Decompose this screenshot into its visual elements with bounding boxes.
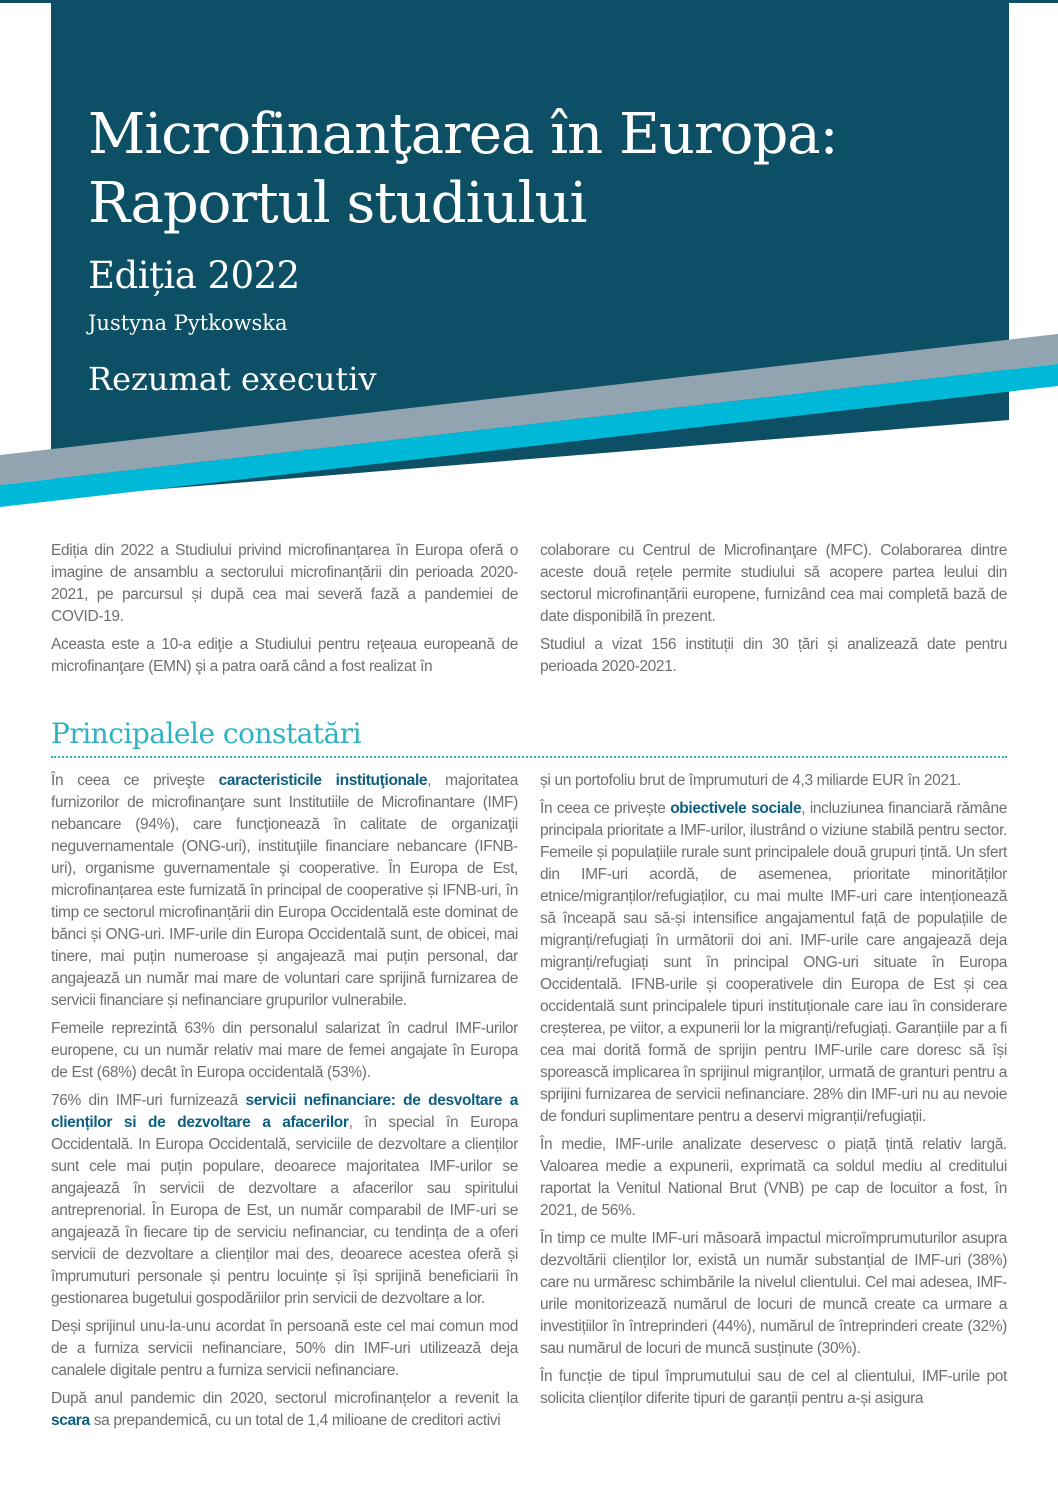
paragraph: [540, 770, 1007, 792]
paragraph: [51, 1090, 518, 1310]
report-title: [88, 100, 838, 238]
report-title-line1: Microfinanţarea în Europa:: [88, 102, 838, 167]
paragraph: [51, 770, 518, 1012]
findings-section: [51, 770, 1007, 1438]
edition-label: Ediția 2022: [88, 254, 300, 297]
executive-summary-subtitle: Rezumat executiv: [88, 360, 377, 398]
report-header: [0, 0, 1058, 520]
paragraph: [51, 1316, 518, 1382]
accent-text: caracteristicile instituţionale: [218, 772, 428, 789]
body-text: După anul pandemic din 2020, sectorul microfinanțelor a revenit la: [51, 1390, 518, 1407]
findings-column-right: [540, 770, 1007, 1438]
body-text: , în special în Europa Occidentală. In Europa Occidentală, serviciile de dezvoltare a clienților sunt cele mai puțin populare, deoarece majoritatea IMF-urilor se angajează în servicii de dezvoltare a afacerilor sau spiritului antreprenorial. În Europa de Est, un număr comparabil de IMF-uri se angajează în fiecare tip de serviciu nefinanciar, cu tendința de a oferi servicii de dezvoltare a clienților mai des, deoarece acestea oferă și împrumuturi personale și pentru locuințe și își sprijină beneficiarii în gestionarea bugetului gospodăriilor prin servicii de dezvoltare a lor.: [51, 1114, 518, 1307]
author-name: Justyna Pytkowska: [88, 311, 288, 335]
accent-text: servicii nefinanciare: de desvoltare a clienților si de dezvoltare a afacerilor: [51, 1092, 518, 1131]
body-text: sa prepandemică, cu un total de 1,4 milioane de creditori activi: [89, 1412, 501, 1429]
paragraph: [540, 798, 1007, 1128]
paragraph: [540, 634, 1007, 678]
paragraph: [540, 1228, 1007, 1360]
header-content: [88, 100, 838, 398]
accent-text: obiectivele sociale: [670, 800, 802, 817]
dotted-divider: [51, 756, 1007, 758]
body-text: În ceea ce priveşte: [51, 772, 219, 789]
paragraph: [540, 1134, 1007, 1222]
body-text: În funcție de tipul împrumutului sau de cel al clientului, IMF-urile pot solicita clienților diferite tipuri de garanții pentru a-și asigura: [540, 1368, 1007, 1407]
body-text: În ceea ce privește: [540, 800, 671, 817]
intro-column-left: [51, 540, 518, 684]
paragraph: [540, 540, 1007, 628]
page-body: [51, 540, 1007, 1438]
intro-section: [51, 540, 1007, 684]
paragraph: [51, 540, 518, 628]
body-text: Ediția din 2022 a Studiului privind microfinanțarea în Europa oferă o imagine de ansamblu a sectorului microfinanțării din perioada 2020-2021, pe parcursul și după cea mai severă fază a pandemiei de COVID-19.: [51, 542, 518, 625]
body-text: Aceasta este a 10-a ediţie a Studiului pentru reţeaua europeană de microfinanţare (EMN) şi a patra oară când a fost realizat în: [51, 636, 518, 675]
body-text: Studiul a vizat 156 instituții din 30 țări și analizează date pentru perioada 2020-2021.: [540, 636, 1007, 675]
body-text: Femeile reprezintă 63% din personalul salarizat în cadrul IMF-urilor europene, cu un număr relativ mai mare de femei angajate în Europa de Est (68%) decât în Europa occidentală (53%).: [51, 1020, 518, 1081]
paragraph: [51, 1388, 518, 1432]
body-text: , majoritatea furnizorilor de microfinanţare sunt Institutiile de Microfinantare (IMF) nebancare (94%), care funcţionează în calitate de organizaţii neguvernamentale (ONG-uri), instituţiile financiare nebancare (IFNB-uri), organisme guvernamentale şi cooperative. În Europa de Est, microfinanțarea este furnizată în principal de cooperative și IFNB-uri, în timp ce sectorul microfinanțării din Europa Occidentală este dominat de bănci și ONG-uri. IMF-urile din Europa Occidentală sunt, de obicei, mai tinere, mai puțin numeroase și angajează mai puțin personal, dar angajează un număr mai mare de voluntari care sprijină furnizarea de servicii financiare și nefinanciare grupurilor vulnerabile.: [51, 772, 518, 1009]
findings-column-left: [51, 770, 518, 1438]
paragraph: [51, 1018, 518, 1084]
body-text: 76% din IMF-uri furnizează: [51, 1092, 246, 1109]
intro-column-right: [540, 540, 1007, 684]
body-text: colaborare cu Centrul de Microfinanţare (MFC). Colaborarea dintre aceste două rețele permite studiului să acopere partea leului din sectorul microfinanțării europene, furnizând cea mai completă bază de date disponibilă în prezent.: [540, 542, 1007, 625]
section-heading: Principalele constatări: [51, 717, 362, 750]
body-text: , incluziunea financiară rămâne principala prioritate a IMF-urilor, ilustrând o viziune stabilă pentru sector. Femeile și populațiile rurale sunt principalele două grupuri țintă. Un sfert din IMF-uri acordă, de asemenea, prioritate minorităților etnice/migranților/refugiaților, cu mai multe IMF-uri care intenționează să înceapă sau să-și intensifice angajamentul față de populațiile de migranți/refugiați în următorii doi ani. IMF-urile care angajează deja migranți/refugiați sunt în principal ONG-uri situate în Europa Occidentală. IFNB-urile și cooperativele din Europa de Est și cea occidentală sunt principalele tipuri instituționale care iau în considerare creșterea, pe viitor, a expunerii lor la migranți/refugiați. Garanțiile par a fi cea mai dorită formă de sprijin pentru IMF-urile care doresc să își sporească implicarea în sprijinul migranților, urmată de granturi pentru a sprijini furnizarea de servicii nefinanciare. 28% din IMF-uri nu au nevoie de fonduri suplimentare pentru a deservi migranții/refugiații.: [540, 800, 1007, 1125]
paragraph: [51, 634, 518, 678]
accent-text: scara: [51, 1412, 90, 1429]
body-text: În timp ce multe IMF-uri măsoară impactul microîmprumuturilor asupra dezvoltării clienților lor, există un număr substanțial de IMF-uri (38%) care nu urmăresc schimbările la nivelul clientului. Cel mai adesea, IMF-urile monitorizează numărul de locuri de muncă create ca urmare a investițiilor în întreprinderi (44%), numărul de întreprinderi create (32%) sau numărul de locuri de muncă susținute (30%).: [540, 1230, 1007, 1357]
report-title-line2: Raportul studiului: [88, 171, 587, 236]
paragraph: [540, 1366, 1007, 1410]
body-text: În medie, IMF-urile analizate deservesc o piață țintă relativ largă. Valoarea medie a expunerii, exprimată ca soldul mediu al creditului raportat la Venitul National Brut (VNB) pe cap de locuitor a fost, în 2021, de 56%.: [540, 1136, 1007, 1219]
body-text: și un portofoliu brut de împrumuturi de 4,3 miliarde EUR în 2021.: [540, 772, 961, 789]
body-text: Deși sprijinul unu-la-unu acordat în persoană este cel mai comun mod de a furniza servicii nefinanciare, 50% din IMF-uri utilizează deja canalele digitale pentru a furniza servicii nefinanciare.: [51, 1318, 518, 1379]
